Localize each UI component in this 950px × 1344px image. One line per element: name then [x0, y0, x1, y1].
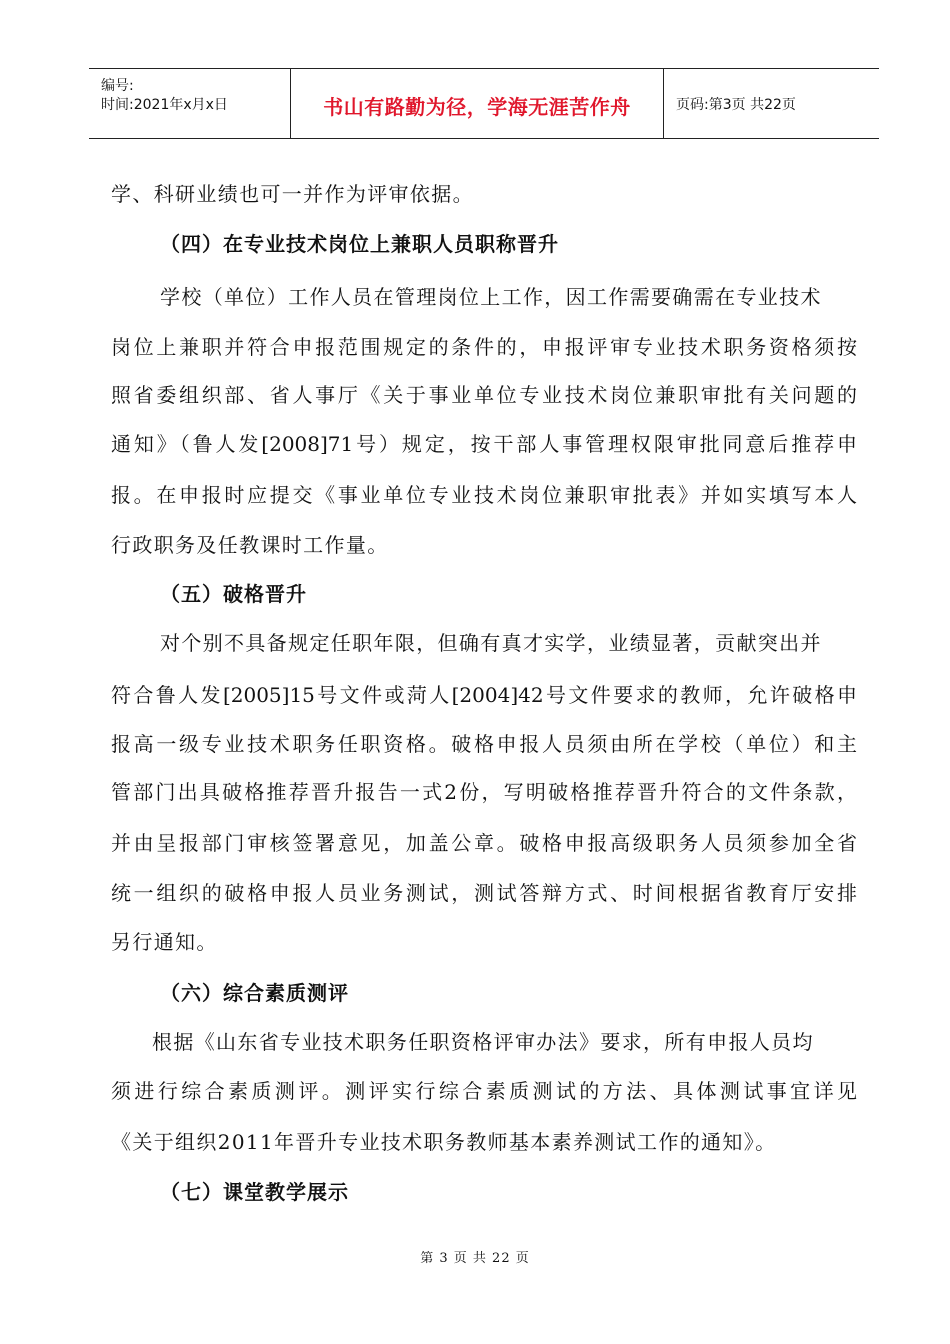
- section-heading-7: （七）课堂教学展示: [160, 1180, 349, 1204]
- header-page-info: 页码:第3页 共22页: [676, 97, 796, 113]
- paragraph-line: 须进行综合素质测评。测评实行综合素质测试的方法、具体测试事宜详见: [111, 1079, 857, 1103]
- document-header: [89, 68, 879, 139]
- section-heading-4: （四）在专业技术岗位上兼职人员职称晋升: [160, 232, 559, 256]
- paragraph-line: 符合鲁人发[2005]15号文件或菏人[2004]42号文件要求的教师，允许破格申: [111, 683, 857, 707]
- paragraph-line: 岗位上兼职并符合申报范围规定的条件的，申报评审专业技术职务资格须按: [111, 335, 857, 359]
- section-heading-6: （六）综合素质测评: [160, 981, 349, 1005]
- page-footer: 第 3 页 共 22 页: [420, 1251, 530, 1266]
- paragraph-line: 行政职务及任教课时工作量。: [111, 533, 389, 557]
- document-time-label: 时间:2021年x月x日: [101, 97, 228, 113]
- header-page-cell: [664, 69, 879, 138]
- paragraph-line: 并由呈报部门审核签署意见，加盖公章。破格申报高级职务人员须参加全省: [111, 831, 857, 855]
- paragraph-line: 管部门出具破格推荐晋升报告一式2份，写明破格推荐晋升符合的文件条款，: [111, 780, 857, 804]
- paragraph-line: 另行通知。: [111, 930, 218, 954]
- paragraph-line: 报。在申报时应提交《事业单位专业技术岗位兼职审批表》并如实填写本人: [111, 483, 857, 507]
- header-meta-cell: [89, 69, 291, 138]
- motto-text: 书山有路勤为径，学海无涯苦作舟: [323, 95, 631, 119]
- document-number-label: 编号:: [101, 78, 134, 94]
- paragraph-line: 学、科研业绩也可一并作为评审依据。: [111, 182, 474, 206]
- header-motto-cell: [291, 69, 664, 138]
- paragraph-line: 照省委组织部、省人事厅《关于事业单位专业技术岗位兼职审批有关问题的: [111, 383, 857, 407]
- section-heading-5: （五）破格晋升: [160, 582, 307, 606]
- paragraph-line: 学校（单位）工作人员在管理岗位上工作，因工作需要确需在专业技术: [160, 285, 822, 309]
- paragraph-line: 根据《山东省专业技术职务任职资格评审办法》要求，所有申报人员均: [152, 1030, 814, 1054]
- paragraph-line: 《关于组织2011年晋升专业技术职务教师基本素养测试工作的通知》。: [111, 1130, 777, 1154]
- paragraph-line: 统一组织的破格申报人员业务测试，测试答辩方式、时间根据省教育厅安排: [111, 881, 857, 905]
- paragraph-line: 报高一级专业技术职务任职资格。破格申报人员须由所在学校（单位）和主: [111, 732, 857, 756]
- paragraph-line: 对个别不具备规定任职年限，但确有真才实学，业绩显著，贡献突出并: [160, 631, 822, 655]
- paragraph-line: 通知》（鲁人发[2008]71号）规定，按干部人事管理权限审批同意后推荐申: [111, 432, 857, 456]
